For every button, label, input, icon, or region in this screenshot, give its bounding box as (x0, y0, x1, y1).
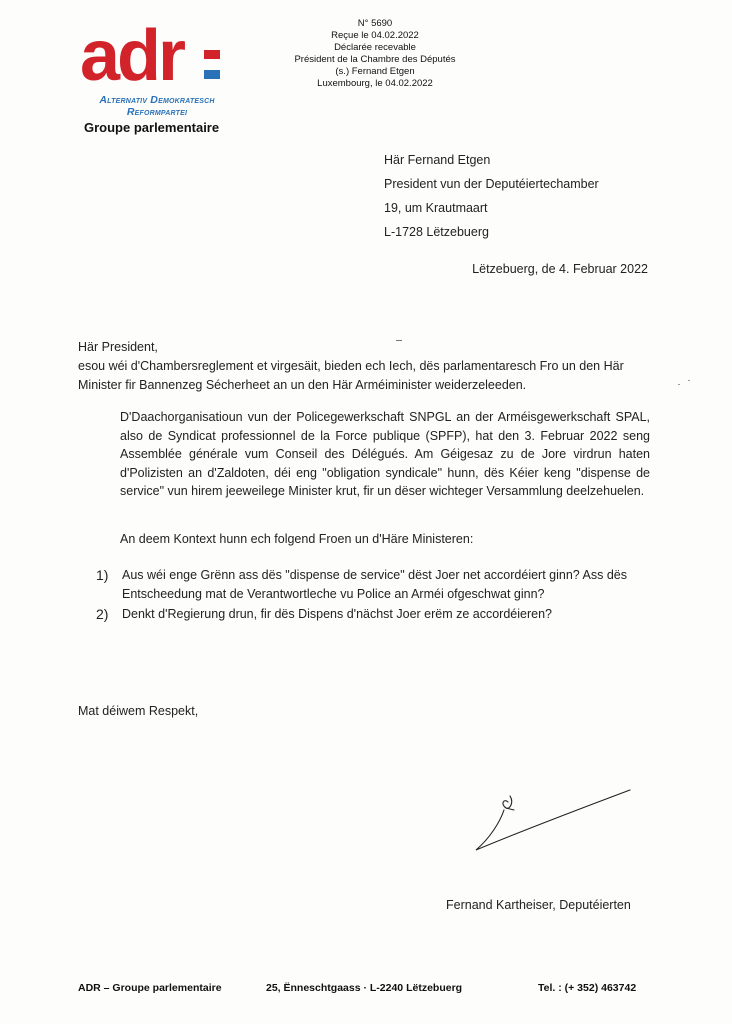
stamp-line: N° 5690 (357, 18, 393, 29)
scan-speck (678, 384, 680, 385)
recipient-name: Här Fernand Etgen (384, 153, 491, 167)
footer-address: 25, Ënneschtgaass · L-2240 Lëtzebuerg (266, 982, 463, 994)
footer-organisation: ADR – Groupe parlementaire (78, 982, 222, 994)
stamp-line: Reçue le 04.02.2022 (331, 30, 419, 41)
party-name-line1: Alternativ Demokratesch (99, 94, 215, 106)
question-number: 1) (96, 567, 109, 583)
party-name-line2: Reformpartei (126, 106, 188, 118)
stamp-line: Président de la Chambre des Députés (294, 54, 456, 65)
question-text: Aus wéi enge Grënn ass dës "dispense de service" dëst Joer net accordéiert ginn? Ass dës Entscheedung mat de Verantwortleche vu Police an Arméi ofgeschwat ginn? (122, 568, 627, 601)
adr-logo (80, 22, 230, 88)
logo-dash-red (204, 50, 220, 59)
logo-wordmark: adr (80, 22, 184, 88)
letter-date: Lëtzebuerg, de 4. Februar 2022 (472, 262, 648, 276)
stamp-line: Luxembourg, le 04.02.2022 (317, 78, 433, 89)
question-number: 2) (96, 606, 109, 623)
question-item (96, 605, 656, 624)
recipient-address (384, 148, 599, 244)
handwritten-signature (470, 780, 640, 865)
recipient-title: President vun der Deputéiertechamber (384, 177, 599, 191)
receipt-stamp (280, 18, 470, 90)
party-name (82, 94, 232, 118)
question-item (96, 566, 656, 603)
intro-paragraph: esou wéi d'Chambersreglement et virgesäit, bieden ech Iech, dës parlamentaresch Fro un den Här Minister fir Bannenzeg Sécherheet an un den Här Arméiminister weiderzeleeden. (78, 359, 624, 392)
logo-dash-blue (204, 70, 220, 79)
stamp-line: (s.) Fernand Etgen (335, 66, 415, 77)
question-list (96, 566, 656, 626)
salutation: Här President, (78, 340, 158, 354)
signer-name: Fernand Kartheiser, Deputéierten (446, 898, 631, 912)
signature-stroke (470, 780, 640, 860)
recipient-city: L-1728 Lëtzebuerg (384, 225, 489, 239)
group-name: Groupe parlementaire (84, 120, 220, 135)
closing-line: Mat déiwem Respekt, (78, 704, 199, 718)
scan-speck (688, 380, 690, 381)
context-line: An deem Kontext hunn ech folgend Froen un d'Häre Ministeren: (120, 532, 474, 546)
body-paragraph: D'Daachorganisatioun vun der Policegewerkschaft SNPGL an der Arméisgewerkschaft SPAL, also de Syndicat professionnel de la Force publique (SPFP), hat den 3. Februar 2022 seng Assemblée générale vum Conseil des Délégués. Am Géigesaz zu de Jore virdrun haten d'Polizisten an d'Zaldoten, déi eng "obligation syndicale" hunn, dës Kéier keng "dispense de service" vun hirem jeeweilege Minister krut, fir un dëser wichteger Versammlung deelzehuelen. (120, 410, 650, 499)
salutation-block (78, 338, 658, 395)
footer-phone: Tel. : (+ 352) 463742 (538, 982, 637, 994)
recipient-street: 19, um Krautmaart (384, 201, 488, 215)
stamp-line: Déclarée recevable (334, 42, 416, 53)
question-text: Denkt d'Regierung drun, fir dës Dispens d'nächst Joer erëm ze accordéieren? (122, 607, 552, 622)
adr-logo-mark (80, 22, 230, 88)
